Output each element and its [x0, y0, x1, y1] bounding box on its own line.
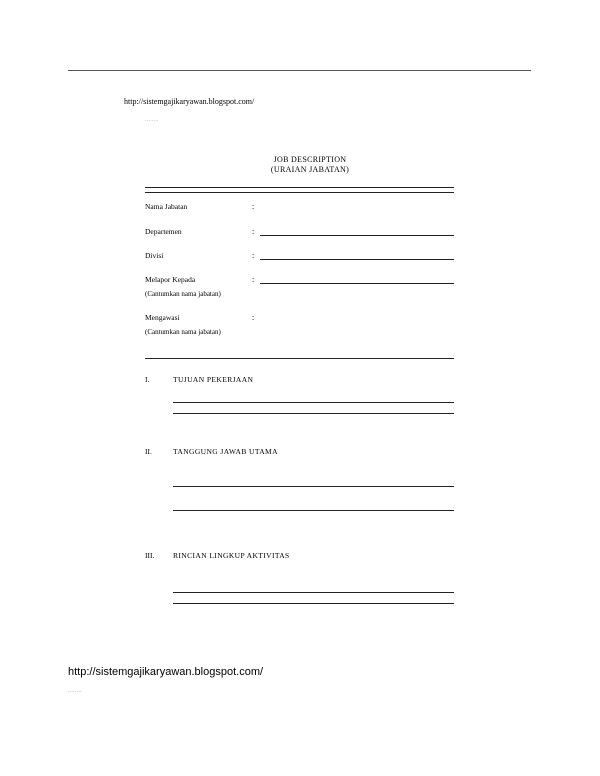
footer-faint-text: ........ [68, 689, 82, 694]
field-label-mengawasi: Mengawasi [145, 313, 180, 322]
footer-url-link[interactable]: http://sistemgajikaryawan.blogspot.com/ [68, 666, 264, 678]
section-numeral: I. [145, 375, 150, 384]
field-sublabel-mengawasi: (Cantumkan nama jabatan) [145, 328, 221, 336]
section-title-tanggung-jawab: TANGGUNG JAWAB UTAMA [173, 447, 278, 456]
writing-line [173, 413, 454, 414]
section-numeral: III. [145, 551, 155, 560]
field-label-departemen: Departemen [145, 227, 182, 236]
field-label-melapor-kepada: Melapor Kepada [145, 275, 196, 284]
field-colon: : [252, 227, 255, 236]
field-colon: : [252, 202, 255, 211]
field-colon: : [252, 275, 255, 284]
section-title-rincian: RINCIAN LINGKUP AKTIVITAS [173, 551, 290, 560]
header-url-link[interactable]: http://sistemgajikaryawan.blogspot.com/ [124, 97, 255, 106]
document-subtitle: (URAIAN JABATAN) [270, 165, 350, 174]
field-line-melapor-kepada [260, 283, 454, 284]
writing-line [173, 402, 454, 403]
top-rule [68, 70, 531, 71]
field-colon: : [252, 313, 255, 322]
section-separator [145, 358, 454, 359]
writing-line [173, 592, 454, 593]
field-line-divisi [260, 259, 454, 260]
document-title: JOB DESCRIPTION [273, 155, 347, 164]
writing-line [173, 510, 454, 511]
section-numeral: II. [145, 447, 152, 456]
section-title-tujuan: TUJUAN PEKERJAAN [173, 375, 254, 384]
field-label-divisi: Divisi [145, 251, 164, 260]
field-line-departemen [260, 235, 454, 236]
field-colon: : [252, 251, 255, 260]
writing-line [173, 486, 454, 487]
header-faint-text: ........ [145, 118, 159, 123]
title-double-rule [145, 187, 454, 193]
field-label-nama-jabatan: Nama Jabatan [145, 202, 188, 211]
field-sublabel-melapor: (Cantumkan nama jabatan) [145, 290, 221, 298]
writing-line [173, 603, 454, 604]
